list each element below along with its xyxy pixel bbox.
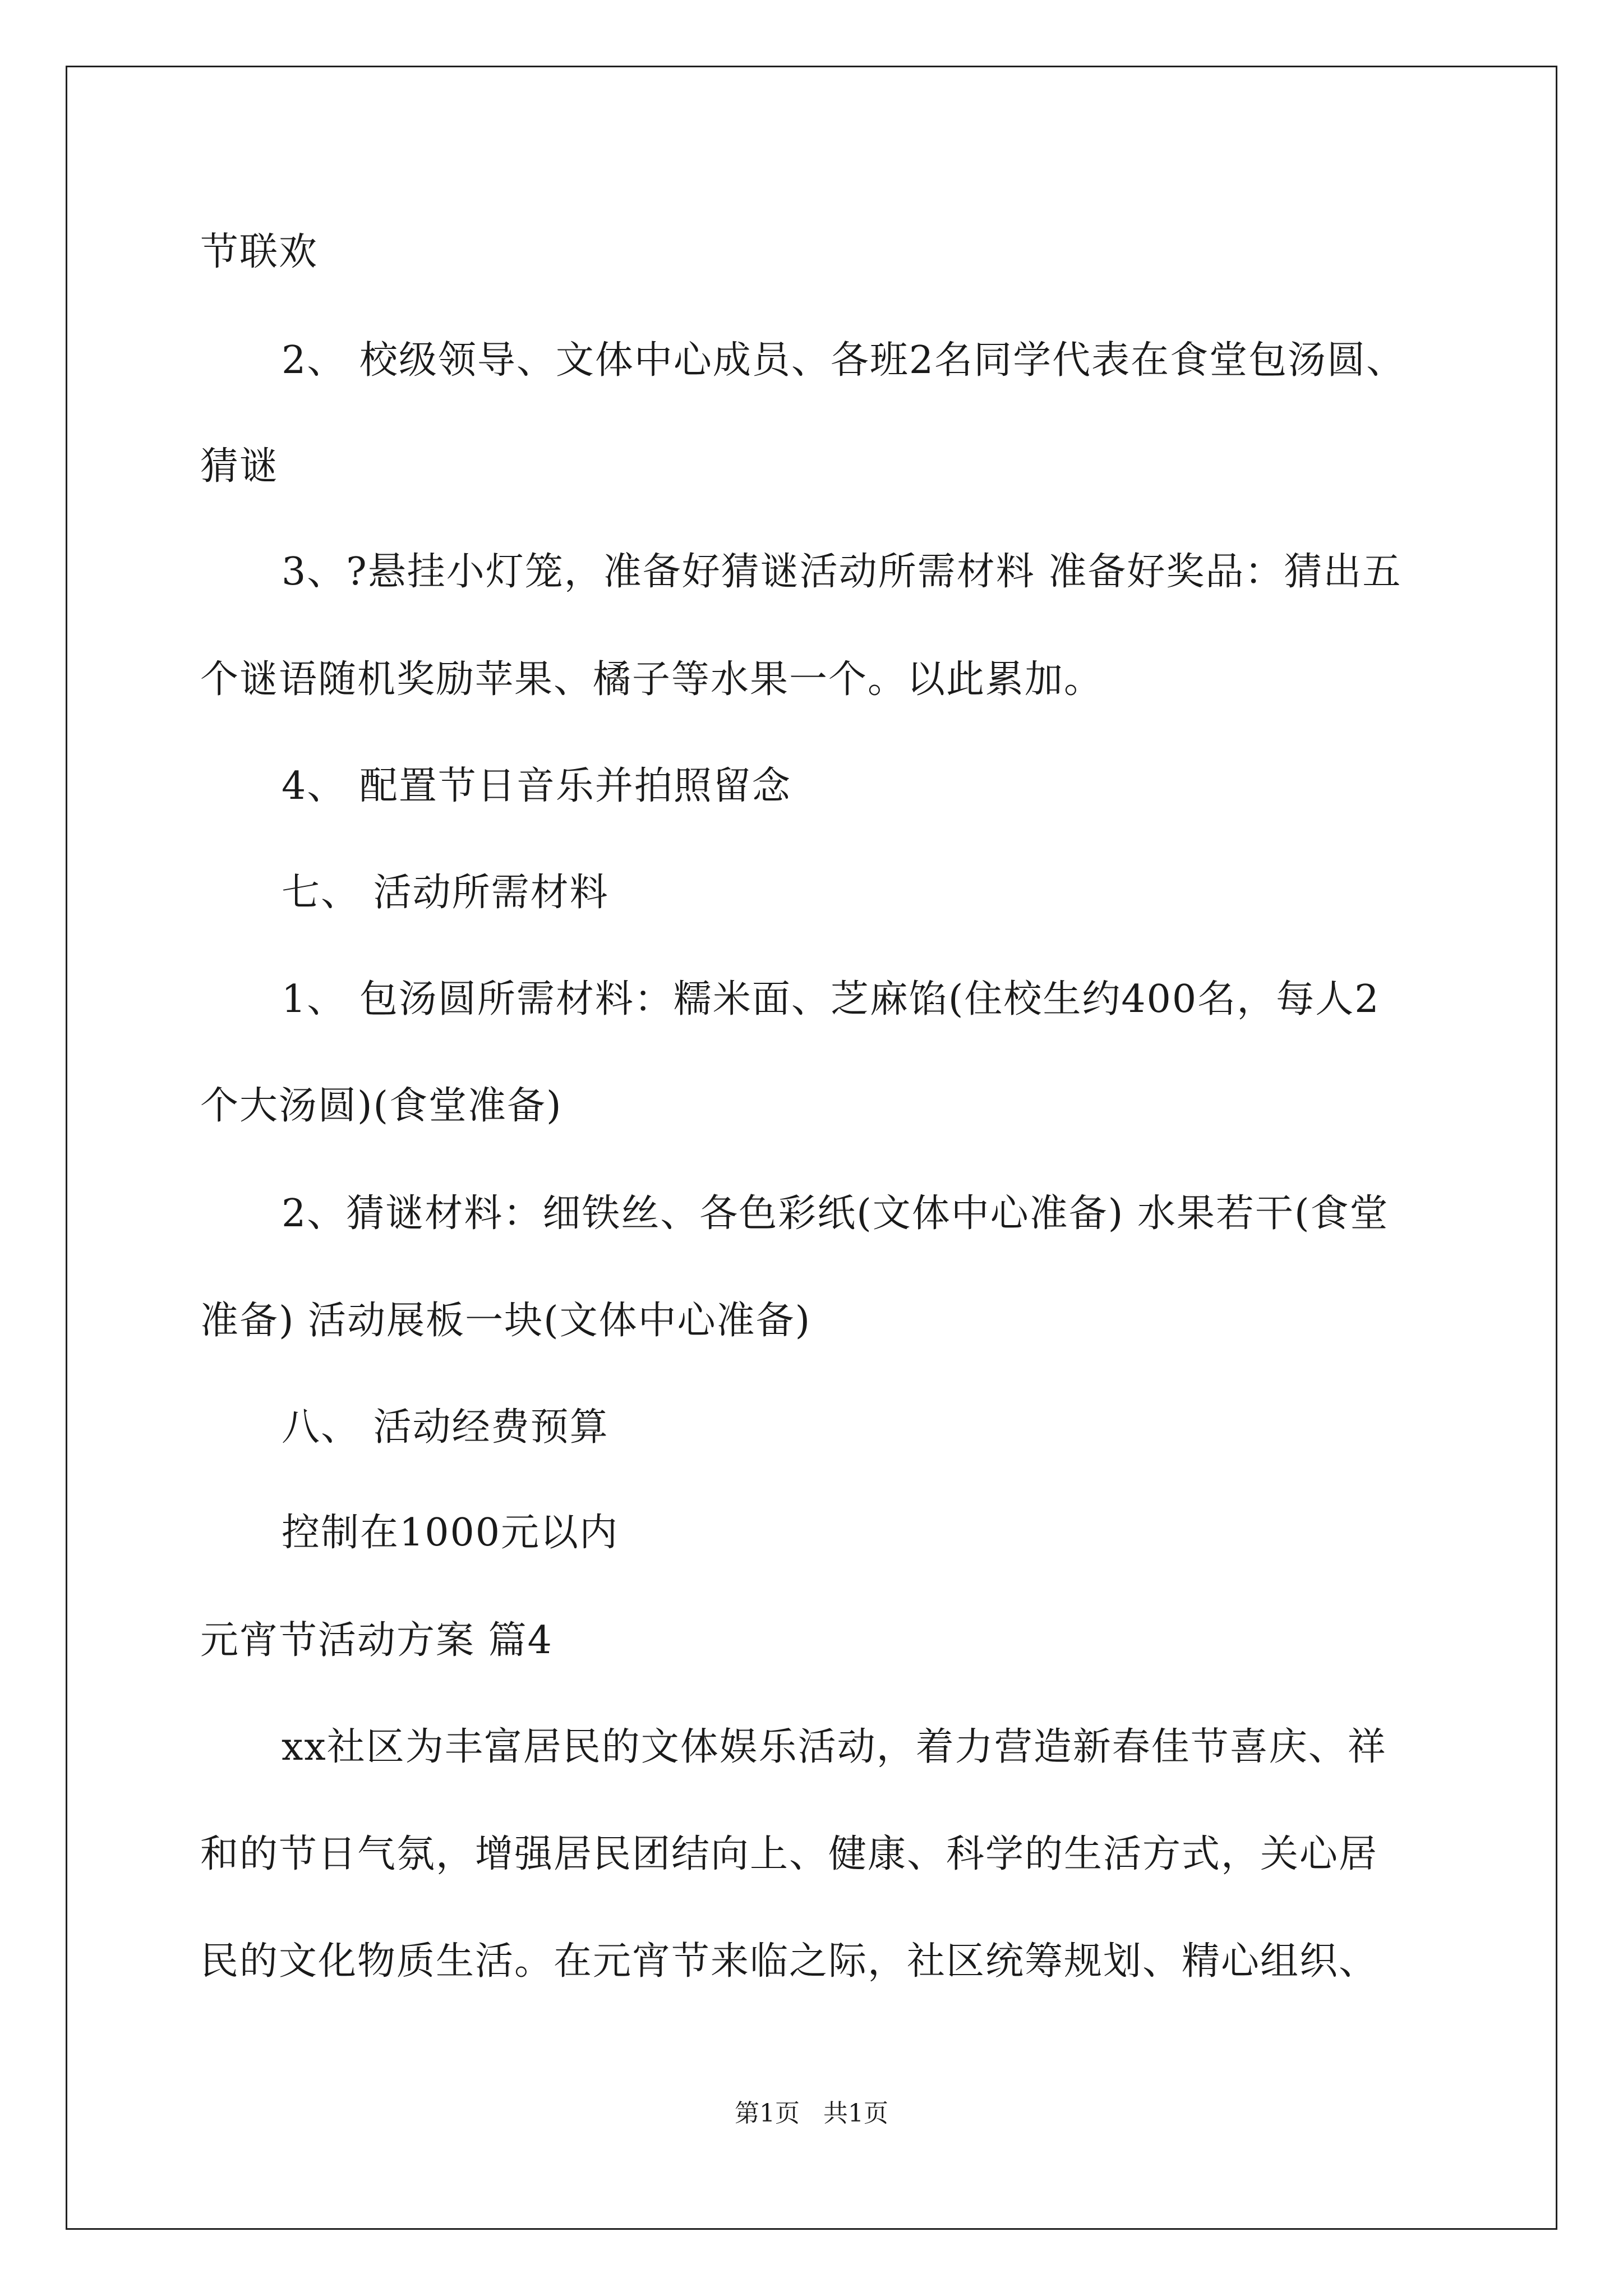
text-line: 个大汤圆)(食堂准备) (200, 1084, 562, 1128)
text-line: 控制在1000元以内 (282, 1511, 619, 1555)
text-line: 和的节日气氛，增强居民团结向上、健康、科学的生活方式，关心居 (200, 1832, 1378, 1876)
text-line: 3、?悬挂小灯笼，准备好猜谜活动所需材料 准备好奖品：猜出五 (282, 550, 1402, 594)
text-line: 准备) 活动展板一块(文体中心准备) (200, 1299, 811, 1343)
text-line: 4、 配置节日音乐并拍照留念 (282, 764, 791, 808)
text-line: 2、 校级领导、文体中心成员、各班2名同学代表在食堂包汤圆、 (282, 338, 1406, 383)
text-line: 民的文化物质生活。在元宵节来临之际，社区统筹规划、精心组织、 (200, 1939, 1378, 1984)
article-title: 元宵节活动方案 篇4 (200, 1618, 553, 1663)
text-line: xx社区为丰富居民的文体娱乐活动，着力营造新春佳节喜庆、祥 (282, 1725, 1387, 1769)
text-line: 2、猜谜材料：细铁丝、各色彩纸(文体中心准备) 水果若干(食堂 (282, 1191, 1389, 1236)
section-heading: 七、 活动所需材料 (282, 871, 609, 915)
section-heading: 八、 活动经费预算 (282, 1405, 609, 1450)
text-line: 节联欢 (200, 230, 319, 274)
page-border (66, 66, 1557, 2230)
text-line: 1、 包汤圆所需材料：糯米面、芝麻馅(住校生约400名，每人2 (282, 977, 1380, 1022)
text-line: 猜谜 (200, 444, 279, 489)
page-footer: 第1页 共1页 (735, 2099, 888, 2128)
text-line: 个谜语随机奖励苹果、橘子等水果一个。以此累加。 (200, 657, 1104, 702)
